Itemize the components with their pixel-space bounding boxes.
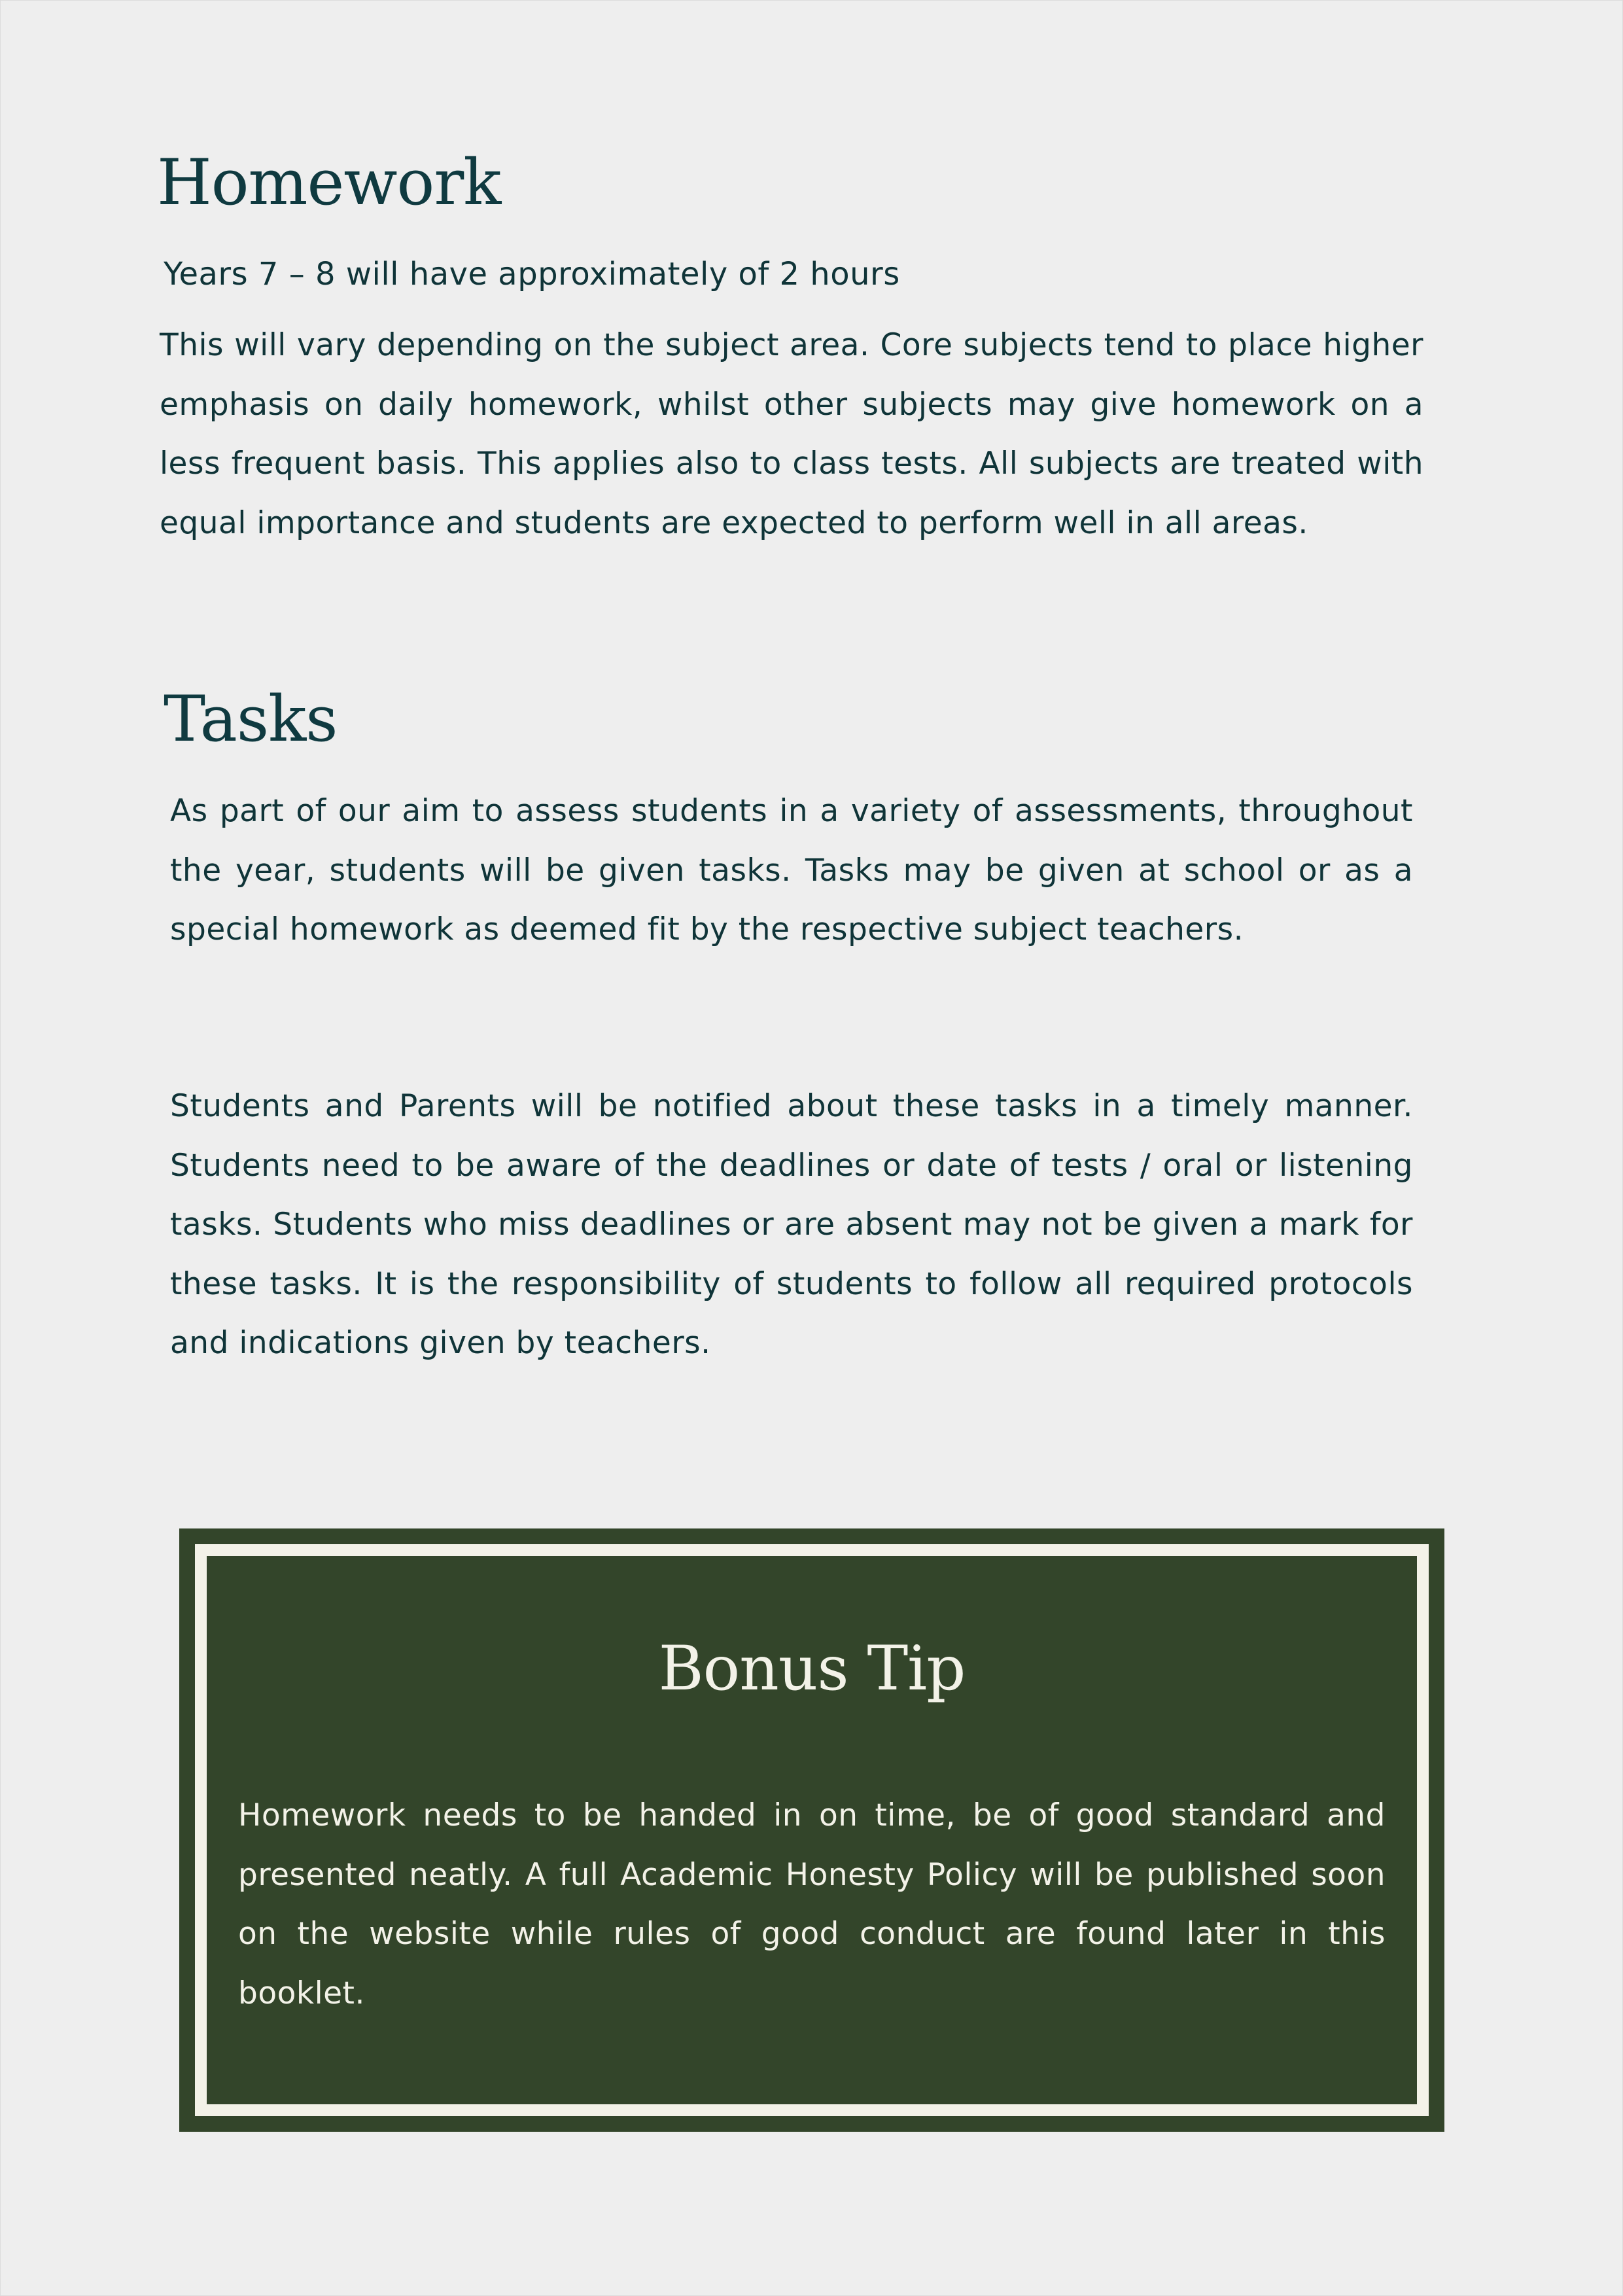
homework-hours-note: Years 7 – 8 will have approximately of 2 hours	[164, 256, 900, 292]
tasks-paragraph-1: As part of our aim to assess students in a variety of assessments, throughout the year, students will be given tasks. Tasks may be given at school or as a special homework as deemed fit by the respective subject teachers.	[170, 793, 1413, 947]
tasks-paragraph-2: Students and Parents will be notified about these tasks in a timely manner. Students need to be aware of the deadlines or date of tests / oral or listening tasks. Students who miss deadlines or are absent may not be given a mark for these tasks. It is the responsibility of students to follow all required protocols and indications given by teachers.	[170, 1088, 1413, 1361]
bonus-tip-title: Bonus Tip	[658, 1633, 966, 1704]
homework-heading: Homework	[157, 146, 501, 219]
tasks-heading: Tasks	[164, 682, 338, 756]
bonus-tip-box	[179, 1528, 1444, 2132]
bonus-tip-panel	[207, 1556, 1417, 2104]
bonus-tip-text: Homework needs to be handed in on time, be of good standard and presented neatly. A full Academic Honesty Policy will be published soon on the website while rules of good conduct are found later in this booklet.	[238, 1797, 1386, 2011]
homework-paragraph: This will vary depending on the subject area. Core subjects tend to place higher emphasis on daily homework, whilst other subjects may give homework on a less frequent basis. This applies also to class tests. All subjects are treated with equal importance and students are expected to perform well in all areas.	[160, 327, 1423, 541]
